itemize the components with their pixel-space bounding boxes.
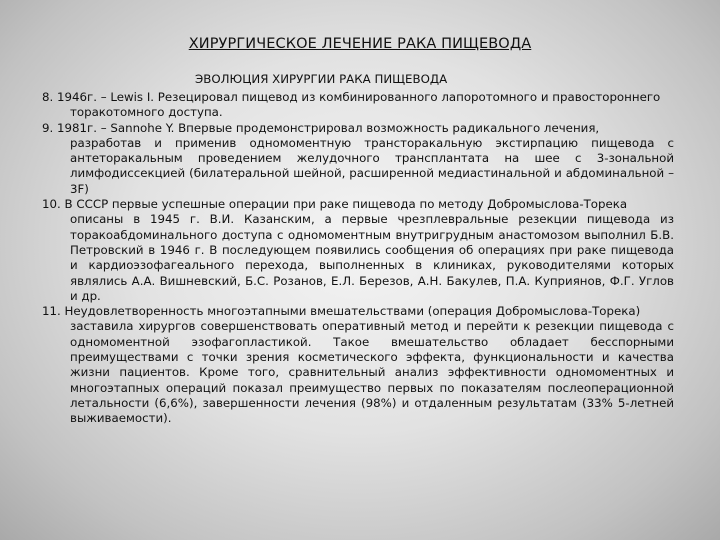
- item-number: 11.: [42, 304, 65, 319]
- item-text: В СССР первые успешные операции при раке пищевода по методу Добромыслова-Торека: [64, 197, 628, 212]
- history-list: [42, 90, 674, 427]
- list-item: [42, 304, 674, 426]
- item-continuation: описаны в 1945 г. В.И. Казанским, а первые чрезплевральные резекции пищевода из торакоабдоминального доступа с одномоментным внутригрудным анастомозом выполнил Б.В. Петровский в 1946 г. В последующем появились сообщения об операциях при раке пищевода и кардиоэзофагеального перехода, выполненных в клиниках, руководителями которых являлись А.А. Вишневский, Б.С. Розанов, Е.Л. Березов, А.Н. Бакулев, П.А. Куприянов, Ф.Г. Углов и др.: [70, 212, 674, 303]
- item-continuation: разработав и применив одномоментную трансторакальную экстирпацию пищевода с антеторакальным проведением желудочного трансплантата на шее с 3-зональной лимфодиссекцией (билатеральной шейной, расширенной медиастинальной и абдоминальной – 3F): [70, 135, 674, 196]
- item-continuation: торакотомного доступа.: [70, 105, 223, 120]
- list-item: [42, 197, 674, 304]
- list-item: [42, 90, 674, 121]
- item-number: 8.: [42, 90, 58, 104]
- item-number: 10.: [42, 197, 65, 212]
- list-item: [42, 121, 674, 197]
- slide-title: ХИРУРГИЧЕСКОЕ ЛЕЧЕНИЕ РАКА ПИЩЕВОДА: [188, 36, 532, 52]
- slide-subtitle: ЭВОЛЮЦИЯ ХИРУРГИИ РАКА ПИЩЕВОДА: [195, 72, 448, 86]
- item-number: 9.: [42, 120, 58, 135]
- item-text: 1981г. – Sannohe Y. Впервые продемонстрировал возможность радикального лечения,: [57, 120, 600, 135]
- item-continuation: заставила хирургов совершенствовать оперативный метод и перейти к резекции пищевода с одномоментной эзофагопластикой. Такое вмешательство обладает бесспорными преимуществами с точки зрения косметического эффекта, функциональности и качества жизни пациентов. Кроме того, сравнительный анализ эффективности одномоментных и многоэтапных операций показал преимущество первых по показателям послеоперационной летальности (6,6%), завершенности лечения (98%) и отдаленным результатам (33% 5-летней выживаемости).: [70, 319, 674, 426]
- item-text: 1946г. – Lewis I. Резецировал пищевод из комбинированного лапоротомного и правостороннего: [57, 90, 661, 104]
- item-text: Неудовлетворенность многоэтапными вмешательствами (операция Добромыслова-Торека): [64, 304, 641, 319]
